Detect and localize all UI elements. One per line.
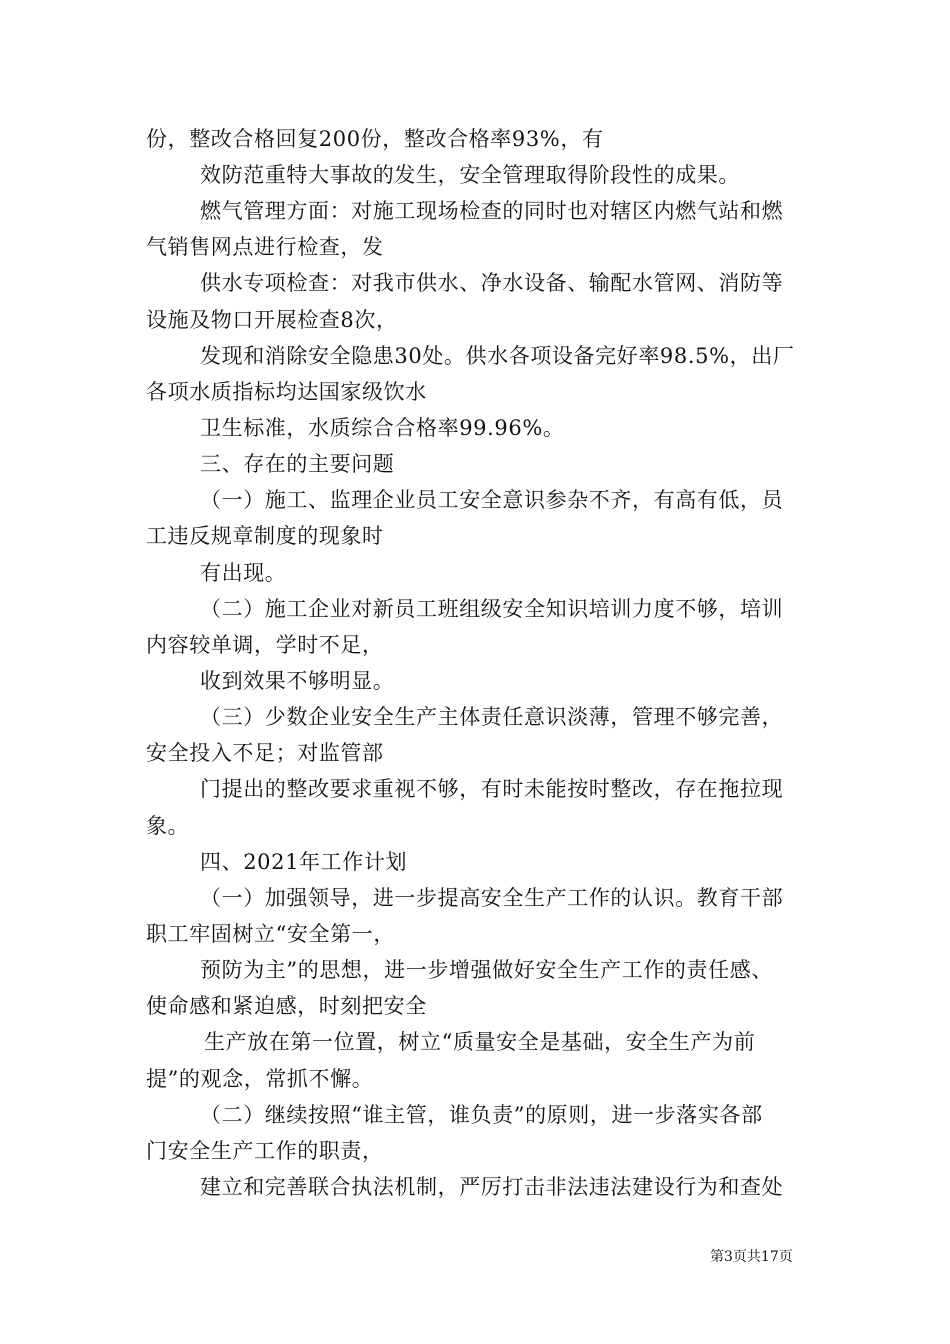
- paragraph-line: 象。: [146, 814, 190, 838]
- paragraph-line: 设施及物口开展检查8次，: [146, 308, 398, 332]
- paragraph-line: 气销售网点进行检查，发: [146, 235, 384, 259]
- section-heading: 三、存在的主要问题: [200, 452, 395, 476]
- paragraph-line: 预防为主”的思想，进一步增强做好安全生产工作的责任感、: [200, 958, 773, 982]
- paragraph-line: 卫生标准，水质综合合格率99.96%。: [200, 416, 565, 440]
- paragraph-line: 门安全生产工作的职责，: [146, 1139, 384, 1163]
- page-number: 第3页共17页: [710, 1249, 793, 1265]
- paragraph-line: 建立和完善联合执法机制，严厉打击非法违法建设行为和查处: [200, 1175, 784, 1199]
- paragraph-line: 提”的观念，常抓不懈。: [146, 1067, 374, 1091]
- paragraph-line: 安全投入不足；对监管部: [146, 741, 384, 765]
- paragraph-line: 有出现。: [200, 561, 287, 585]
- paragraph-line: 内容较单调，学时不足，: [146, 633, 384, 657]
- paragraph-line: 效防范重特大事故的发生，安全管理取得阶段性的成果。: [200, 163, 740, 187]
- paragraph-line: 各项水质指标均达国家级饮水: [146, 380, 427, 404]
- paragraph-line: 燃气管理方面：对施工现场检查的同时也对辖区内燃气站和燃: [200, 199, 784, 223]
- paragraph-line: 生产放在第一位置，树立“质量安全是基础，安全生产为前: [204, 1030, 756, 1054]
- paragraph-line: （一）施工、监理企业员工安全意识参杂不齐，有高有低，员: [200, 488, 784, 512]
- paragraph-line: （二）施工企业对新员工班组级安全知识培训力度不够，培训: [200, 597, 784, 621]
- paragraph-line: 职工牢固树立“安全第一，: [146, 922, 395, 946]
- paragraph-line: 工违反规章制度的现象时: [146, 524, 384, 548]
- paragraph-line: 收到效果不够明显。: [200, 669, 395, 693]
- paragraph-line: 门提出的整改要求重视不够，有时未能按时整改，存在拖拉现: [200, 777, 784, 801]
- paragraph-line: （一）加强领导，进一步提高安全生产工作的认识。教育干部: [200, 886, 784, 910]
- section-heading: 四、2021年工作计划: [200, 850, 408, 874]
- paragraph-line: 使命感和紧迫感，时刻把安全: [146, 994, 427, 1018]
- paragraph-line: 发现和消除安全隐患30处。供水各项设备完好率98.5%，出厂: [200, 344, 795, 368]
- paragraph-line: 供水专项检查：对我市供水、净水设备、输配水管网、消防等: [200, 271, 784, 295]
- paragraph-line: （二）继续按照“谁主管，谁负责”的原则，进一步落实各部: [200, 1103, 763, 1127]
- paragraph-line: （三）少数企业安全生产主体责任意识淡薄，管理不够完善，: [200, 705, 784, 729]
- paragraph-line: 份，整改合格回复200份，整改合格率93%，有: [146, 127, 604, 151]
